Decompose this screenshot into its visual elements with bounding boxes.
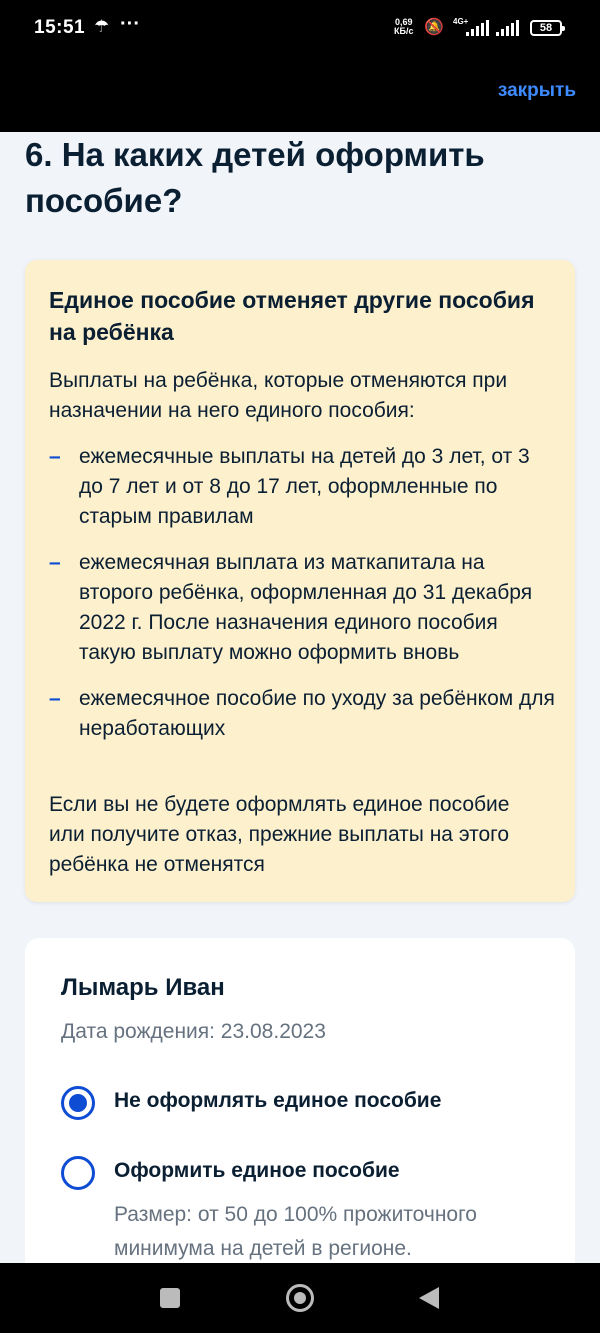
info-outro: Если вы не будете оформлять единое пособие или получите отказ, прежние выплаты на этого ребёнка не отменятся: [49, 793, 510, 876]
more-notifications-icon: ···: [120, 13, 140, 35]
option-label[interactable]: Оформить единое пособие: [114, 1159, 400, 1182]
birth-date: Дата рождения: 23.08.2023: [61, 1020, 326, 1043]
status-bar: [0, 0, 600, 60]
umbrella-icon: ☂: [94, 17, 110, 36]
recent-apps-icon[interactable]: [160, 1288, 180, 1308]
list-item: [49, 442, 559, 532]
info-intro: Выплаты на ребёнка, которые отменяются при назначении на него единого пособия:: [49, 369, 508, 422]
network-speed: [394, 18, 413, 36]
dash-icon: –: [49, 445, 61, 468]
dash-icon: –: [49, 687, 61, 710]
info-box: [25, 260, 575, 902]
network-type: 4G+: [453, 17, 469, 26]
dash-icon: –: [49, 551, 61, 574]
battery-icon: 58: [530, 20, 562, 36]
network-speed-value: 0,69: [394, 17, 413, 27]
info-title: Единое пособие отменяет другие пособия на ребёнка: [49, 287, 535, 345]
muted-bell-icon: 🔕: [424, 19, 444, 36]
close-button[interactable]: закрыть: [497, 80, 576, 101]
signal-icon-2: [496, 20, 522, 36]
network-speed-unit: КБ/с: [394, 26, 414, 36]
status-time: 15:51: [34, 17, 86, 38]
radio-checked-icon[interactable]: [61, 1086, 95, 1120]
radio-unchecked-icon[interactable]: [61, 1156, 95, 1190]
app-header: [0, 60, 600, 132]
list-item: [49, 548, 559, 668]
child-name: Лымарь Иван: [61, 974, 225, 1001]
signal-icon: [466, 20, 492, 36]
option-description: Размер: от 50 до 100% прожиточного минимума на детей в регионе.: [114, 1203, 477, 1260]
list-item-text: ежемесячное пособие по уходу за ребёнком для неработающих: [79, 687, 555, 740]
option-label[interactable]: Не оформлять единое пособие: [114, 1089, 442, 1112]
bullet-list: [49, 442, 559, 760]
list-item-text: ежемесячные выплаты на детей до 3 лет, от 3 до 7 лет и от 8 до 17 лет, оформленные по старым правилам: [79, 445, 530, 528]
back-icon[interactable]: [419, 1287, 439, 1309]
navigation-bar: [0, 1263, 600, 1333]
page-title: 6. На каких детей оформить пособие?: [25, 136, 485, 219]
list-item-text: ежемесячная выплата из маткапитала на второго ребёнка, оформленная до 31 декабря 2022 г. После назначения единого пособия такую выплату можно оформить вновь: [79, 551, 533, 664]
child-card: [25, 938, 575, 1298]
home-icon[interactable]: [286, 1284, 314, 1312]
list-item: [49, 684, 559, 744]
